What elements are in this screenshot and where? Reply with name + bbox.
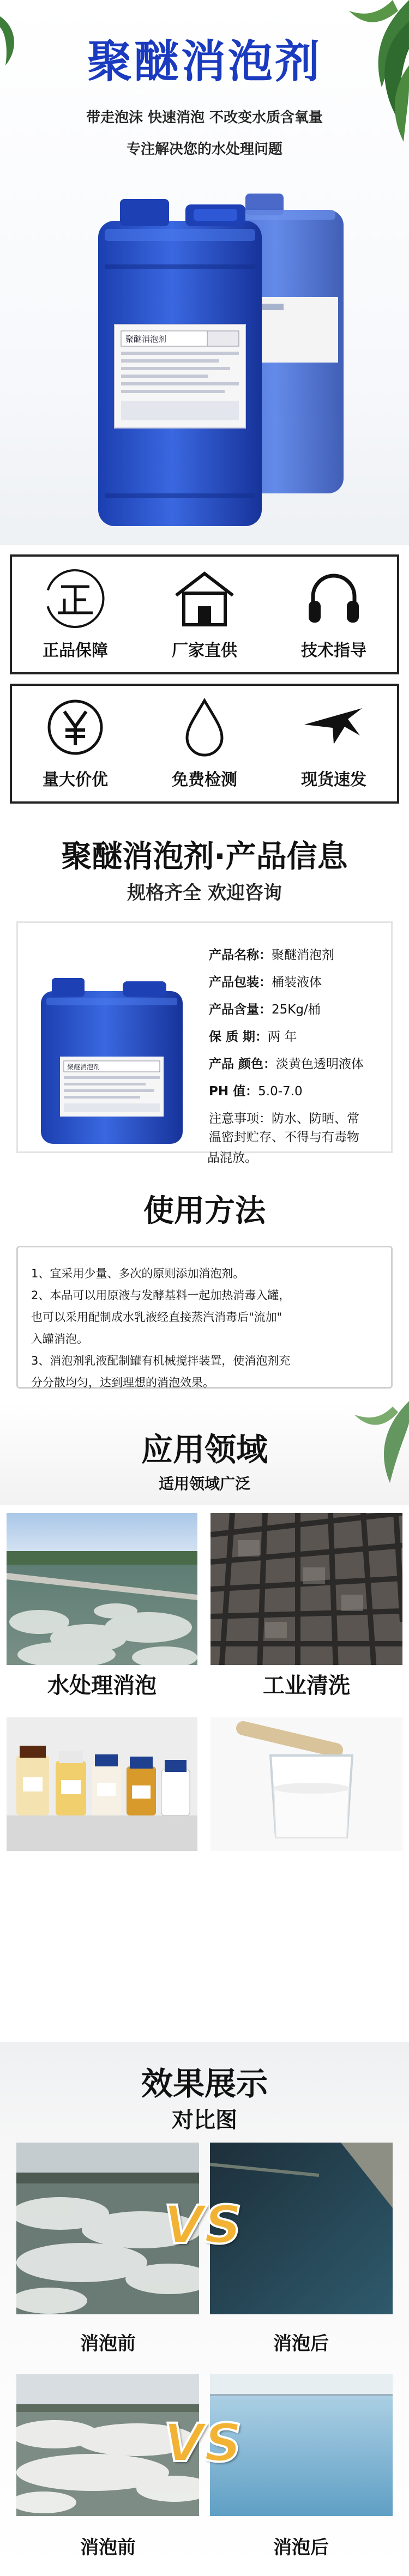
product-spec-card (16, 921, 393, 1153)
tile-beaker (210, 1717, 402, 1851)
feature-label: 量大价优 (43, 770, 108, 789)
airplane-icon (301, 697, 366, 757)
feature-factory (142, 568, 267, 661)
product-drum-image (82, 188, 365, 537)
spec-value: 25Kg/桶 (272, 1003, 321, 1017)
zheng-seal-icon (43, 568, 108, 628)
feature-genuine (13, 568, 138, 661)
water-treatment-photo (7, 1513, 197, 1671)
spec-label: 保 质 期： (209, 1030, 268, 1044)
feature-price (13, 697, 138, 790)
effects-title: 效果展示 (141, 2065, 268, 2102)
feature-fast-ship (271, 697, 396, 790)
factory-house-icon (172, 568, 237, 628)
before-caption: 消泡前 (80, 2537, 136, 2559)
drum-label-text: 聚醚消泡剂 (67, 1063, 100, 1071)
spec-label: 产品名称： (209, 948, 272, 962)
tile-label: 水处理消泡 (7, 1665, 197, 1706)
spec-label: 产品 颜色： (209, 1057, 276, 1071)
usage-section (0, 1180, 409, 1393)
emulsion-beaker-photo (210, 1717, 402, 1851)
spec-notes-line: 温密封贮存、不得与有毒物 (209, 1130, 359, 1144)
tile-bottles (7, 1717, 197, 1851)
before-caption: 消泡前 (80, 2333, 136, 2355)
product-info-title: 聚醚消泡剂·产品信息 (61, 839, 348, 874)
usage-line: 分分散均匀，达到理想的消泡效果。 (31, 1376, 214, 1389)
usage-line: 2、本品可以用原液与发酵基料一起加热消毒入罐， (31, 1289, 291, 1302)
application-subtitle: 适用领域广泛 (158, 1475, 250, 1493)
effects-subtitle: 对比图 (172, 2108, 237, 2133)
spec-ph (209, 1085, 303, 1098)
tile-industrial-cleaning (210, 1513, 402, 1706)
spec-value: 淡黄色透明液体 (276, 1057, 364, 1071)
effects-section (0, 2042, 409, 2576)
feature-label: 现货速发 (301, 770, 366, 789)
spec-package (209, 976, 322, 989)
feature-label: 免费检测 (172, 770, 237, 789)
feature-label: 厂家直供 (172, 641, 237, 660)
product-drum-image (30, 975, 194, 1149)
hero-slogan: 专注解决您的水处理问题 (126, 141, 282, 158)
feature-label: 正品保障 (43, 641, 108, 660)
feature-label: 技术指导 (301, 641, 366, 660)
product-info-section (0, 804, 409, 1175)
feature-free-test (142, 697, 267, 790)
spec-name (209, 949, 334, 962)
spec-label: PH 值： (209, 1084, 258, 1099)
spec-content (209, 1004, 321, 1016)
spec-value: 两 年 (268, 1030, 297, 1044)
hero-title: 聚醚消泡剂 (87, 36, 322, 88)
application-section (0, 1401, 409, 2034)
spec-color (209, 1058, 364, 1071)
hero-banner (0, 0, 409, 545)
spec-notes-line: 品混放。 (207, 1151, 257, 1165)
feature-tech-support (271, 568, 396, 661)
feature-grid (0, 554, 409, 804)
spec-notes-line: 注意事项：防水、防晒、常 (209, 1112, 359, 1126)
tile-label: 工业清洗 (210, 1665, 402, 1706)
application-title: 应用领域 (141, 1431, 268, 1468)
usage-line: 3、消泡剂乳液配制罐有机械搅拌装置，使消泡剂充 (31, 1354, 291, 1367)
spec-value: 桶装液体 (272, 975, 322, 990)
spec-label: 产品含量： (209, 1003, 272, 1017)
vs-badge: VS (164, 2412, 242, 2474)
drum-label-text: 聚醚消泡剂 (125, 334, 167, 344)
usage-line: 也可以采用配制成水乳液经直接蒸汽消毒后"流加" (31, 1311, 282, 1324)
sample-bottles-photo (7, 1717, 197, 1851)
after-caption: 消泡后 (273, 2537, 329, 2559)
usage-instructions-card (16, 1246, 393, 1389)
usage-line: 入罐消泡。 (31, 1332, 88, 1346)
spec-shelf-life (209, 1031, 297, 1043)
vs-badge: VS (164, 2194, 242, 2255)
yen-coin-icon (43, 697, 108, 757)
usage-line: 1、宜采用少量、多次的原则添加消泡剂。 (31, 1267, 245, 1280)
tile-water-treatment (7, 1513, 197, 1706)
spec-value: 5.0-7.0 (258, 1084, 303, 1099)
industrial-cleaning-photo (210, 1513, 402, 1671)
spec-value: 聚醚消泡剂 (272, 948, 334, 962)
water-drop-icon (172, 697, 237, 757)
product-info-subtitle: 规格齐全 欢迎咨询 (127, 882, 282, 904)
after-caption: 消泡后 (273, 2333, 329, 2355)
hero-tagline: 带走泡沫 快速消泡 不改变水质含氧量 (86, 110, 323, 126)
usage-title: 使用方法 (143, 1193, 266, 1229)
spec-label: 产品包装： (209, 975, 272, 990)
headset-icon (301, 568, 366, 628)
